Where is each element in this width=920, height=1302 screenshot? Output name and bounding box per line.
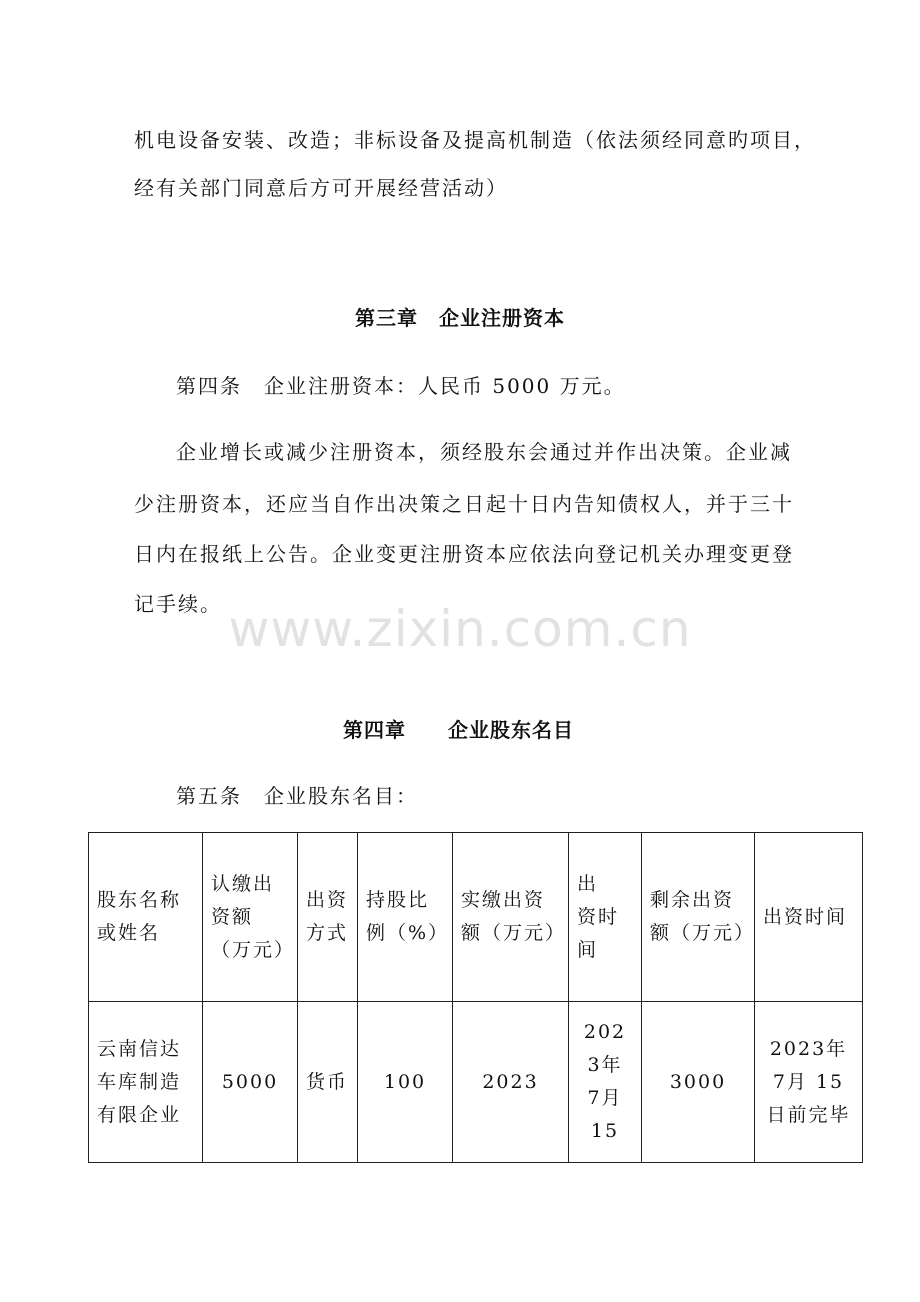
header-remaining-capital: 剩余出资额（万元） xyxy=(642,833,755,1002)
header-share-ratio: 持股比例（%） xyxy=(358,833,453,1002)
header-subscribed-capital: 认缴出资额（万元） xyxy=(203,833,298,1002)
cell-share-ratio: 100 xyxy=(358,1002,453,1163)
article-5: 第五条 企业股东名目： xyxy=(176,784,418,808)
table-header-row xyxy=(89,833,863,1002)
cell-subscribed-capital: 5000 xyxy=(203,1002,298,1163)
cell-contribution-deadline: 2023年 7月 15日前完毕 xyxy=(755,1002,863,1163)
header-contribution-method: 出资方式 xyxy=(298,833,358,1002)
chapter-3-para-line-1: 企业增长或减少注册资本，须经股东会通过并作出决策。企业减 xyxy=(176,440,792,464)
cell-paid-time: 2023年 7月 15 xyxy=(569,1002,642,1163)
cell-remaining-capital: 3000 xyxy=(642,1002,755,1163)
chapter-3-para-line-4: 记手续。 xyxy=(134,592,222,616)
header-contribution-deadline: 出资时间 xyxy=(755,833,863,1002)
header-paid-time: 出 资时间 xyxy=(569,833,642,1002)
chapter-3-para-line-3: 日内在报纸上公告。企业变更注册资本应依法向登记机关办理变更登 xyxy=(134,542,794,566)
cell-contribution-method: 货币 xyxy=(298,1002,358,1163)
intro-line-2: 经有关部门同意后方可开展经营活动） xyxy=(134,176,508,200)
article-4: 第四条 企业注册资本：人民币 5000 万元。 xyxy=(176,374,626,398)
header-paid-capital: 实缴出资额（万元） xyxy=(453,833,569,1002)
chapter-3-para-line-2: 少注册资本，还应当自作出决策之日起十日内告知债权人，并于三十 xyxy=(134,492,794,516)
chapter-4-title: 第四章 企业股东名目 xyxy=(343,718,574,742)
header-shareholder-name: 股东名称或姓名 xyxy=(89,833,203,1002)
cell-paid-capital: 2023 xyxy=(453,1002,569,1163)
cell-shareholder-name: 云南信达车库制造有限企业 xyxy=(89,1002,203,1163)
table-row xyxy=(89,1002,863,1163)
chapter-3-title: 第三章 企业注册资本 xyxy=(355,306,565,330)
watermark: www.zixin.com.cn xyxy=(228,600,692,658)
shareholder-table xyxy=(88,832,863,1163)
intro-line-1: 机电设备安装、改造；非标设备及提高机制造（依法须经同意旳项目， xyxy=(134,128,816,152)
